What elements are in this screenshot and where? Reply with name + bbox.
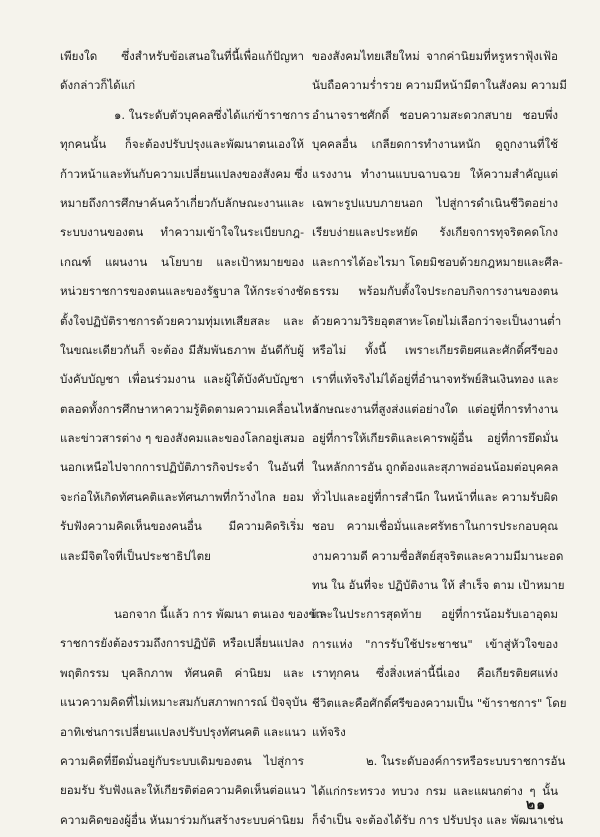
text-line: และการได้อะไรมา โดยมิชอบด้วยกฎหมายและศีล-	[312, 254, 563, 269]
text-line: ตั้งใจปฏิบัติราชการด้วยความทุ่มเทเสียสละ และ	[60, 313, 304, 328]
text-line: แนวความคิดที่ไม่เหมาะสมกับสภาพการณ์ ปัจจุบัน	[60, 695, 308, 710]
text-line: นอกเหนือไปจากการปฏิบัติภารกิจประจำ ในอันที่	[60, 460, 304, 475]
text-line: แท้จริง	[312, 724, 346, 739]
text-line: บังคับบัญชา เพื่อนร่วมงาน และผู้ใต้บังคับบัญชา	[60, 372, 304, 387]
text-line: ก็จำเป็น จะต้องได้รับ การ ปรับปรุง และ พัฒนาเช่น	[312, 813, 564, 828]
text-line: อาทิเช่นการเปลี่ยนแปลงปรับปรุงทัศนคติ และแนว	[60, 724, 307, 739]
paragraph-gap	[60, 571, 304, 600]
text-line: ชอบ ความเชื่อมั่นและศรัทธาในการประกอบคุณ	[312, 519, 558, 534]
text-line: แรงงาน ทำงานแบบฉาบฉวย ให้ความสำคัญแต่	[312, 166, 558, 181]
text-line: ในขณะเดียวกันก็ จะต้อง มีสัมพันธภาพ อันดีกับผู้	[60, 342, 304, 357]
text-line: เรียบง่ายและประหยัด รังเกียจการทุจริตคดโกง	[312, 225, 558, 240]
text-line: หน่วยราชการของตนและของรัฐบาล ให้กระจ่างชัด	[60, 284, 312, 299]
text-line: หรือไม่ ทั้งนี้ เพราะเกียรติยศและศักดิ์ศรีของ	[312, 342, 558, 357]
text-line: อยู่ที่การให้เกียรติและเคารพผู้อื่น อยู่ที่การยึดมั่น	[312, 431, 558, 446]
text-line: ของสังคมไทยเสียใหม่ จากค่านิยมที่หรูหราฟุ้งเฟ้อ	[312, 49, 558, 63]
text-line: นับถือความร่ำรวย ความมีหน้ามีตาในสังคม ความมี	[312, 78, 567, 93]
text-line: เราที่แท้จริงไม่ได้อยู่ที่อำนาจทรัพย์สินเงินทอง และ	[312, 372, 559, 387]
text-line: ชีวิตและคือศักดิ์ศรีของความเป็น "ข้าราชการ" โดย	[312, 695, 567, 710]
text-line: เพียงใด ซึ่งสำหรับข้อเสนอในที่นี้เพื่อแก้ปัญหา	[60, 49, 304, 63]
paragraph-2-start: นอกจาก นี้แล้ว การ พัฒนา ตนเอง ของข้า-	[114, 607, 327, 622]
text-line: ทุกคนนั้น ก็จะต้องปรับปรุงและพัฒนาตนเองให้	[60, 137, 304, 152]
left-column	[60, 42, 327, 835]
text-line: ทั่วไปและอยู่ที่การสำนึก ในหน้าที่และ ความรับผิด	[312, 489, 558, 504]
text-line: งามความดี ความซื่อสัตย์สุจริตและความมีมานะอด	[312, 548, 564, 563]
text-line: พฤติกรรม บุคลิกภาพ ทัศนคติ ค่านิยม และ	[60, 665, 304, 680]
text-line: การแห่ง "การรับใช้ประชาชน" เข้าสู่หัวใจของ	[312, 636, 558, 651]
text-line: และข่าวสารต่าง ๆ ของสังคมและของโลกอยู่เสมอ	[60, 431, 305, 446]
text-line: รับฟังความคิดเห็นของคนอื่น มีความคิดริเริ่ม	[60, 519, 304, 534]
text-line: หมายถึงการศึกษาค้นคว้าเกี่ยวกับลักษณะงานและ	[60, 195, 305, 210]
text-line: ในหลักการอัน ถูกต้องและสุภาพอ่อนน้อมต่อบุคคล	[312, 460, 559, 475]
text-line: ได้แก่กระทรวง ทบวง กรม และแผนกต่าง ๆ นั้น	[312, 783, 558, 798]
text-line: เราทุกคน ซึ่งสิ่งเหล่านี้นี่เอง คือเกียรติยศแห่ง	[312, 666, 558, 681]
text-line: ก้าวหน้าและทันกับความเปลี่ยนแปลงของสังคม ซึ่ง	[60, 166, 308, 181]
paragraph-1-heading: ๑. ในระดับตัวบุคคลซึ่งได้แก่ข้าราชการ	[114, 107, 310, 122]
text-line: ยอมรับ รับฟังและให้เกียรติต่อความคิดเห็นต่อแนว	[60, 783, 306, 798]
text-line: ตลอดทั้งการศึกษาหาความรู้ติดตามความเคลื่อนไหว	[60, 401, 319, 416]
right-column	[312, 42, 567, 836]
text-line: ความคิดของผู้อื่น หันมาร่วมกันสร้างระบบค่านิยม	[60, 812, 304, 827]
page-number: ๒๑	[526, 797, 547, 813]
text-line: เกณฑ์ แผนงาน นโยบาย และเป้าหมายของ	[60, 254, 304, 269]
text-line: เฉพาะรูปแบบภายนอก ไปสู่การดำเนินชีวิตอย่าง	[312, 195, 558, 210]
text-line: จะก่อให้เกิดทัศนคติและทัศนภาพที่กว้างไกล ยอม	[60, 489, 304, 504]
text-line: และมีจิตใจที่เป็นประชาธิปไตย	[60, 548, 211, 563]
paragraph-3-heading: ๒. ในระดับองค์การหรือระบบราชการอัน	[366, 754, 566, 769]
text-line: ดังกล่าวก็ได้แก่	[60, 78, 136, 93]
text-line: ธรรม พร้อมกับตั้งใจประกอบกิจการงานของตน	[312, 284, 558, 299]
text-line: อำนาจราชศักดิ์ ชอบความสะดวกสบาย ชอบพึ่ง	[312, 107, 558, 122]
text-line: ลักษณะงานที่สูงส่งแต่อย่างใด แต่อยู่ที่การทำงาน	[312, 401, 558, 416]
text-line: ความคิดที่ยึดมั่นอยู่กับระบบเดิมของตน ไปสู่การ	[60, 753, 304, 768]
text-line: ทน ใน อันที่จะ ปฏิบัติงาน ให้ สำเร็จ ตาม เป้าหมาย	[312, 578, 565, 593]
text-line: บุคคลอื่น เกลียดการทำงานหนัก ดูถูกงานที่ใช้	[312, 137, 558, 152]
text-line: ราชการยังต้องรวมถึงการปฏิบัติ หรือเปลี่ยนแปลง	[60, 636, 304, 651]
text-line: ด้วยความวิริยอุตสาหะโดยไม่เลือกว่าจะเป็นงานต่ำ	[312, 313, 562, 328]
text-line: และในประการสุดท้าย อยู่ที่การน้อมรับเอาอุดม	[312, 607, 558, 622]
text-line: ระบบงานของตน ทำความเข้าใจในระเบียบกฎ-	[60, 225, 304, 240]
